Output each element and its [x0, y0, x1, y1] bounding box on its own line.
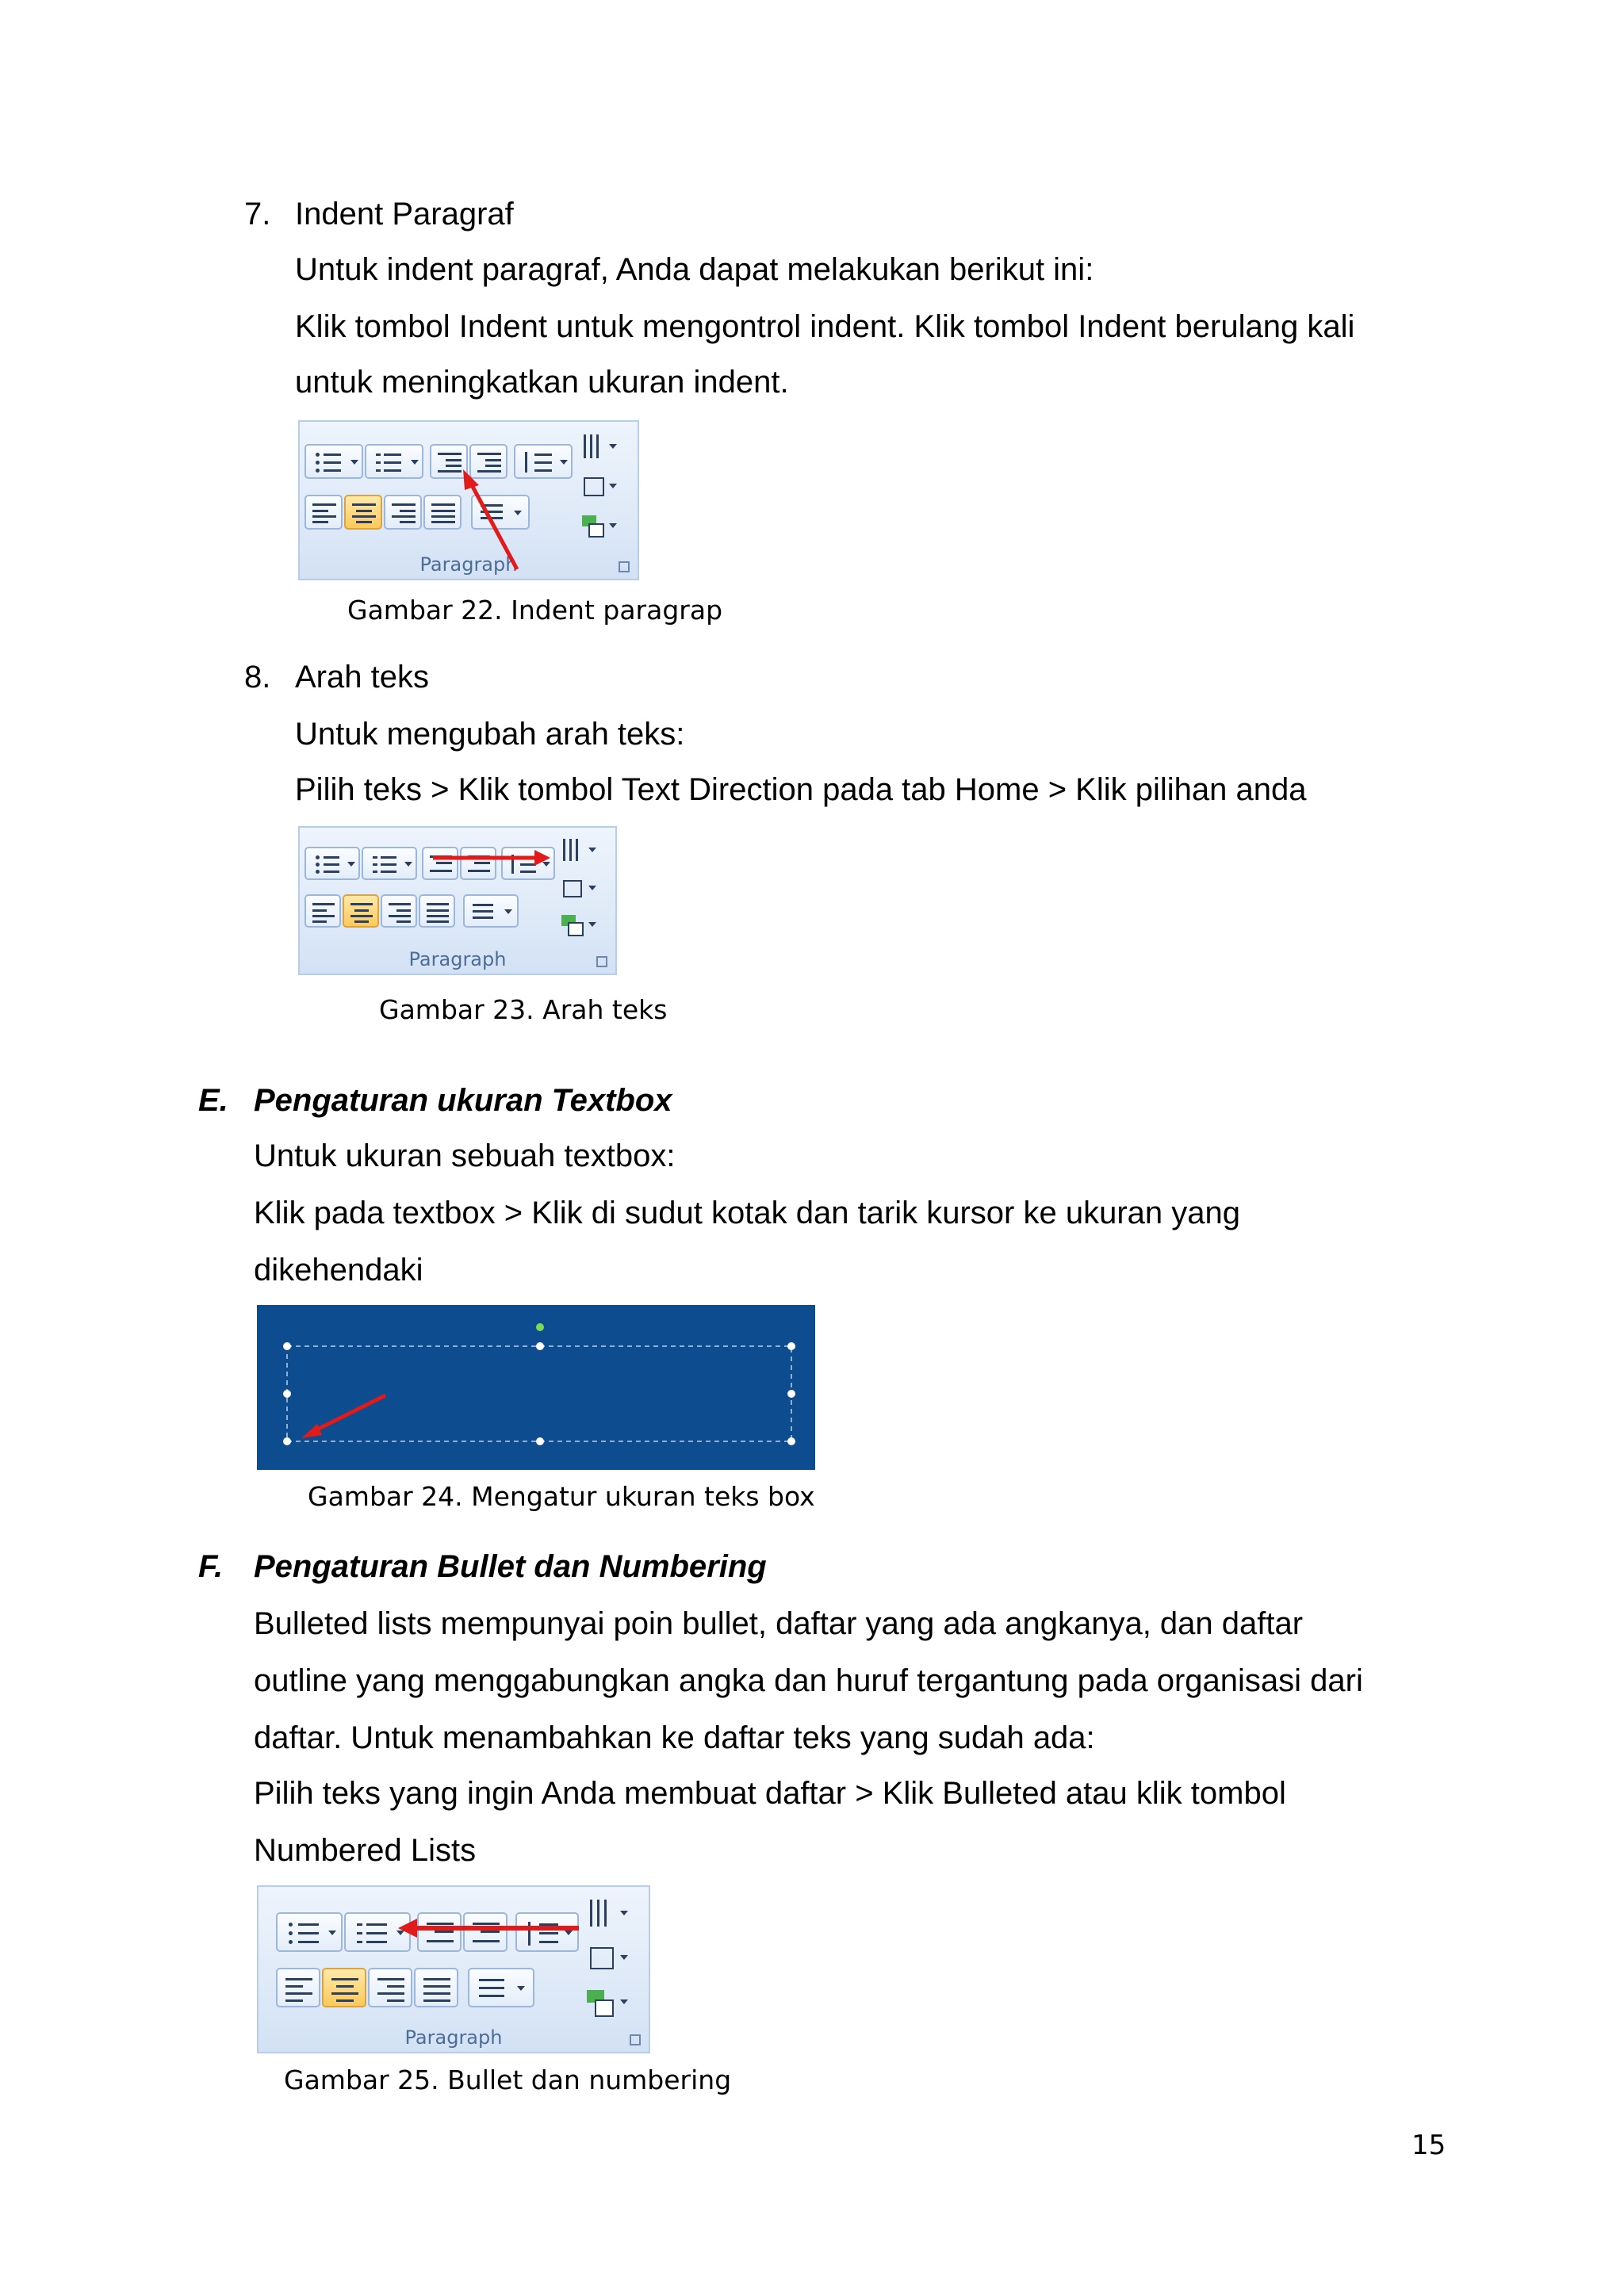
section-title-indent: Indent Paragraf [295, 197, 514, 232]
figure-caption: Gambar 22. Indent paragrap [347, 595, 723, 626]
section-letter-f: F. [198, 1549, 224, 1584]
figure-caption: Gambar 24. Mengatur ukuran teks box [308, 1481, 815, 1512]
paragraph-line: Numbered Lists [254, 1833, 477, 1868]
paragraph-line: Klik pada textbox > Klik di sudut kotak dan tarik kursor ke ukuran yang [254, 1196, 1241, 1230]
paragraph-line: Untuk indent paragraf, Anda dapat melakukan berikut ini: [295, 252, 1094, 287]
section-title-text-direction: Arah teks [295, 660, 429, 695]
paragraph-line: daftar. Untuk menambahkan ke daftar teks yang sudah ada: [254, 1720, 1095, 1755]
section-letter-e: E. [198, 1083, 228, 1118]
red-arrow-icon [298, 826, 617, 975]
paragraph-line: Klik tombol Indent untuk mengontrol indent. Klik tombol Indent berulang kali [295, 309, 1355, 344]
ribbon-group-label: Paragraph [419, 553, 518, 576]
paragraph-line: Pilih teks > Klik tombol Text Direction pada tab Home > Klik pilihan anda [295, 772, 1307, 807]
paragraph-line: Untuk mengubah arah teks: [295, 717, 685, 752]
paragraph-line: untuk meningkatkan ukuran indent. [295, 365, 789, 400]
section-heading-bullets: Pengaturan Bullet dan Numbering [254, 1549, 767, 1584]
textbox-illustration [257, 1305, 815, 1470]
page-number: 15 [1411, 2130, 1446, 2161]
paragraph-line: Untuk ukuran sebuah textbox: [254, 1138, 676, 1173]
ribbon-group-label: Paragraph [408, 948, 507, 970]
textbox-selection-frame [257, 1305, 815, 1470]
red-arrow-icon [298, 420, 639, 580]
paragraph-line: outline yang menggabungkan angka dan huruf tergantung pada organisasi dari [254, 1663, 1363, 1698]
list-number-8: 8. [244, 660, 271, 695]
list-number-7: 7. [244, 197, 271, 232]
paragraph-line: Pilih teks yang ingin Anda membuat daftar > Klik Bulleted atau klik tombol [254, 1776, 1286, 1811]
ribbon-group-label: Paragraph [404, 2026, 503, 2049]
red-arrow-icon [257, 1885, 650, 2053]
figure-caption: Gambar 25. Bullet dan numbering [284, 2064, 732, 2095]
paragraph-line: Bulleted lists mempunyai poin bullet, daftar yang ada angkanya, dan daftar [254, 1606, 1304, 1641]
paragraph-line: dikehendaki [254, 1253, 423, 1288]
figure-caption: Gambar 23. Arah teks [379, 994, 668, 1025]
section-heading-textbox: Pengaturan ukuran Textbox [254, 1083, 672, 1118]
